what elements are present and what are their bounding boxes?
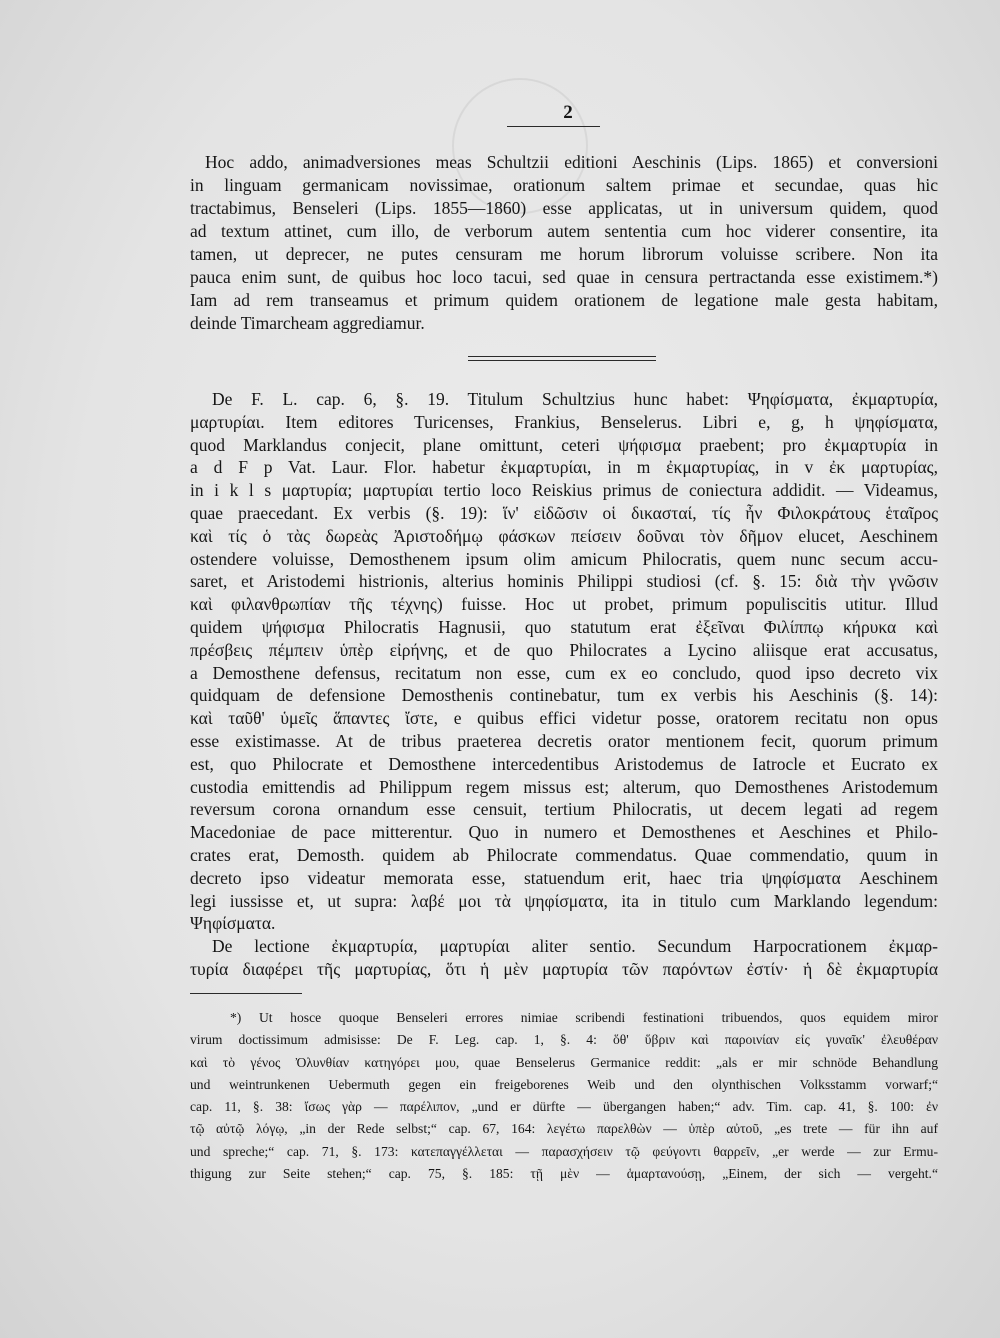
text-line: deinde Timarcheam aggrediamur. (190, 313, 425, 333)
text-line: est, quo Philocrate et Demosthene intercedentibus Aristodemus de Iatrocle et Eucrato ex (190, 753, 938, 774)
text-line: crates erat, Demosth. quidem ab Philocrate commendatus. Quae commendatio, quum in (190, 844, 938, 865)
text-line: legi iussisse et, ut supra: λαβέ μοι τὰ ψηφίσματα, ita in titulo cum Marklando legendum: (190, 890, 938, 911)
text-line: tractabimus, Benseleri (Lips. 1855—1860) esse applicatas, ut in universum quidem, quod (190, 198, 938, 218)
footnote-rule (190, 993, 302, 994)
text-line: πρέσβεις πέμπειν ὑπὲρ εἰρήνης, et de quo Philocrates a Lycino aliisque erat accusatus, (190, 639, 938, 660)
text-line: μαρτυρίαι. Item editores Turicenses, Frankius, Benselerus. Libri e, g, h ψηφίσματα, (190, 411, 938, 432)
section-divider (468, 356, 656, 361)
text-line: in linguam germanicam novissimae, orationum saltem primae et secundae, quas hic (190, 175, 938, 195)
footnote-line: *) Ut hosce quoque Benseleri errores nimiae scribendi festinationi tribuendos, quos equidem miror (230, 1010, 938, 1025)
text-line: Iam ad rem transeamus et primum quidem orationem de legatione male gesta habitam, (190, 290, 938, 310)
text-line: καὶ ταῦθ' ὑμεῖς ἅπαντες ἴστε, e quibus effici videtur posse, oratorem recitatu non opus (190, 708, 938, 729)
text-line: a Demosthene defensus, recitatum non esse, cum ex eo concludo, quod ipso decreto vix (190, 662, 938, 683)
text-line: quidquam de defensione Demosthenis continebatur, tum ex verbis his Aeschinis (§. 14): (190, 685, 938, 706)
text-line: decreto ipso videatur memorata esse, statuendum erit, haec tria ψηφίσματα Aeschinem (190, 867, 938, 888)
text-line: Hoc addo, animadversiones meas Schultzii editioni Aeschinis (Lips. 1865) et conversioni (205, 152, 938, 172)
text-line: quod Marklandus conjecit, plane omittunt, ceteri ψήφισμα praebent; pro ἐκμαρτυρία in (190, 434, 938, 455)
text-line: Macedoniae de pace mitterentur. Quo in numero et Demosthenes et Aeschines et Philo- (190, 822, 938, 843)
page-number-rule (507, 126, 600, 127)
text-line: pauca enim sunt, de quibus hoc loco tacui, sed quae in censura pertractanda esse existimem.*) (190, 267, 938, 287)
text-line: saret, et Aristodemi histrionis, alterius hominis Philippi studiosi (cf. §. 15: διὰ τὴν γνῶσιν (190, 571, 938, 592)
footnote-line: und spreche;“ cap. 71, §. 173: κατεπαγγέλλεται — παρασχήσειν τῷ φεύγοντι θαρρεῖν, „er werde — zur Ermu- (190, 1143, 938, 1159)
text-line: Ψηφίσματα. (190, 913, 276, 934)
text-line: καὶ φιλανθρωπίαν τῆς τέχνης) fuisse. Hoc ut probet, primum populiscitis utitur. Illud (190, 594, 938, 615)
paragraph-main (190, 388, 938, 981)
text-line: quae praecedant. Ex verbis (§. 19): ἵν' εἰδῶσιν οἱ δικασταί, τίς ἦν Φιλοκράτους ἑταῖρος (190, 502, 938, 523)
footnote (190, 1007, 938, 1185)
text-line: τυρία διαφέρει τῆς μαρτυρίας, ὅτι ἡ μὲν μαρτυρία τῶν παρόντων ἐστίν· ἡ δὲ ἐκμαρτυρία (190, 958, 938, 979)
text-line: ad textum attinet, cum illo, de verborum autem sententia cum hoc viderer consentire, ita (190, 221, 938, 241)
footnote-line: virum doctissimum admisisse: De F. Leg. cap. 1, §. 4: ὅθ' ὕβριν καὶ παροινίαν εἰς γυναῖκ' ἐλευθέραν (190, 1032, 938, 1048)
text-line: καὶ τίς ὁ τὰς δωρεὰς Ἀριστοδήμῳ φάσκων πείσειν δοῦναι τὸν δῆμον elucet, Aeschinem (190, 525, 938, 546)
text-line: tamen, ut deprecer, ne putes censuram me horum librorum voluisse scribere. Non ita (190, 244, 938, 264)
text-line: reversum corona ornandum esse censuit, tertium Philocratis, ut decem legati ad regem (190, 799, 938, 820)
text-line: in i k l s μαρτυρία; μαρτυρίαι tertio loco Reiskius primus de coniectura addidit. — Videamus, (190, 480, 938, 501)
text-line: esse existimasse. At de tribus praeterea decretis orator mentionem fecit, quorum primum (190, 730, 938, 751)
footnote-line: cap. 11, §. 38: ἴσως γὰρ — παρέλιπον, „und er dürfte — übergangen haben;“ adv. Tim. cap. 41, §. 100: ἐν (190, 1099, 938, 1115)
text-line: De lectione ἐκμαρτυρία, μαρτυρίαι aliter sentio. Secundum Harpocrationem ἐκμαρ- (212, 936, 938, 957)
paragraph-intro (190, 151, 938, 335)
footnote-line: καὶ τὸ γένος Ὀλυνθίαν κατηγόρει μου, quae Benselerus Germanice reddit: „als er mir schnöde Behandlung (190, 1054, 938, 1070)
text-line: ostendere voluisse, Demosthenem ipsum olim amicum Philocratis, quem nunc secum accu- (190, 548, 938, 569)
text-line: De F. L. cap. 6, §. 19. Titulum Schultzius hunc habet: Ψηφίσματα, ἐκμαρτυρία, (212, 389, 938, 409)
footnote-line: thigung zur Seite stehen;“ cap. 75, §. 185: τῇ μὲν — ἁμαρτανούσῃ, „Einem, der sich — vergeht.“ (190, 1166, 938, 1182)
text-line: a d F p Vat. Laur. Flor. habetur ἐκμαρτυρίαι, in m ἐκμαρτυρίας, in v ἐκ μαρτυρίας, (190, 457, 938, 478)
footnote-line: und weintrunkenen Uebermuth gegen ein freigeborenes Weib und den olynthischen Volksstamm vorwarf;“ (190, 1076, 938, 1092)
text-line: quidem ψήφισμα Philocratis Hagnusii, quo statutum erat ἐξεῖναι Φιλίππῳ κήρυκα καὶ (190, 616, 938, 637)
footnote-line: τῷ αὐτῷ λόγῳ, „in der Rede selbst;“ cap. 67, 164: λεγέτω παρελθὼν — ὑπὲρ αὐτοῦ, „es trete — für ihn auf (190, 1121, 938, 1137)
page-number: 2 (563, 102, 573, 123)
text-line: custodia emittendis ad Philippum regem missus est; alterum, quo Demosthenes Aristodemum (190, 776, 938, 797)
